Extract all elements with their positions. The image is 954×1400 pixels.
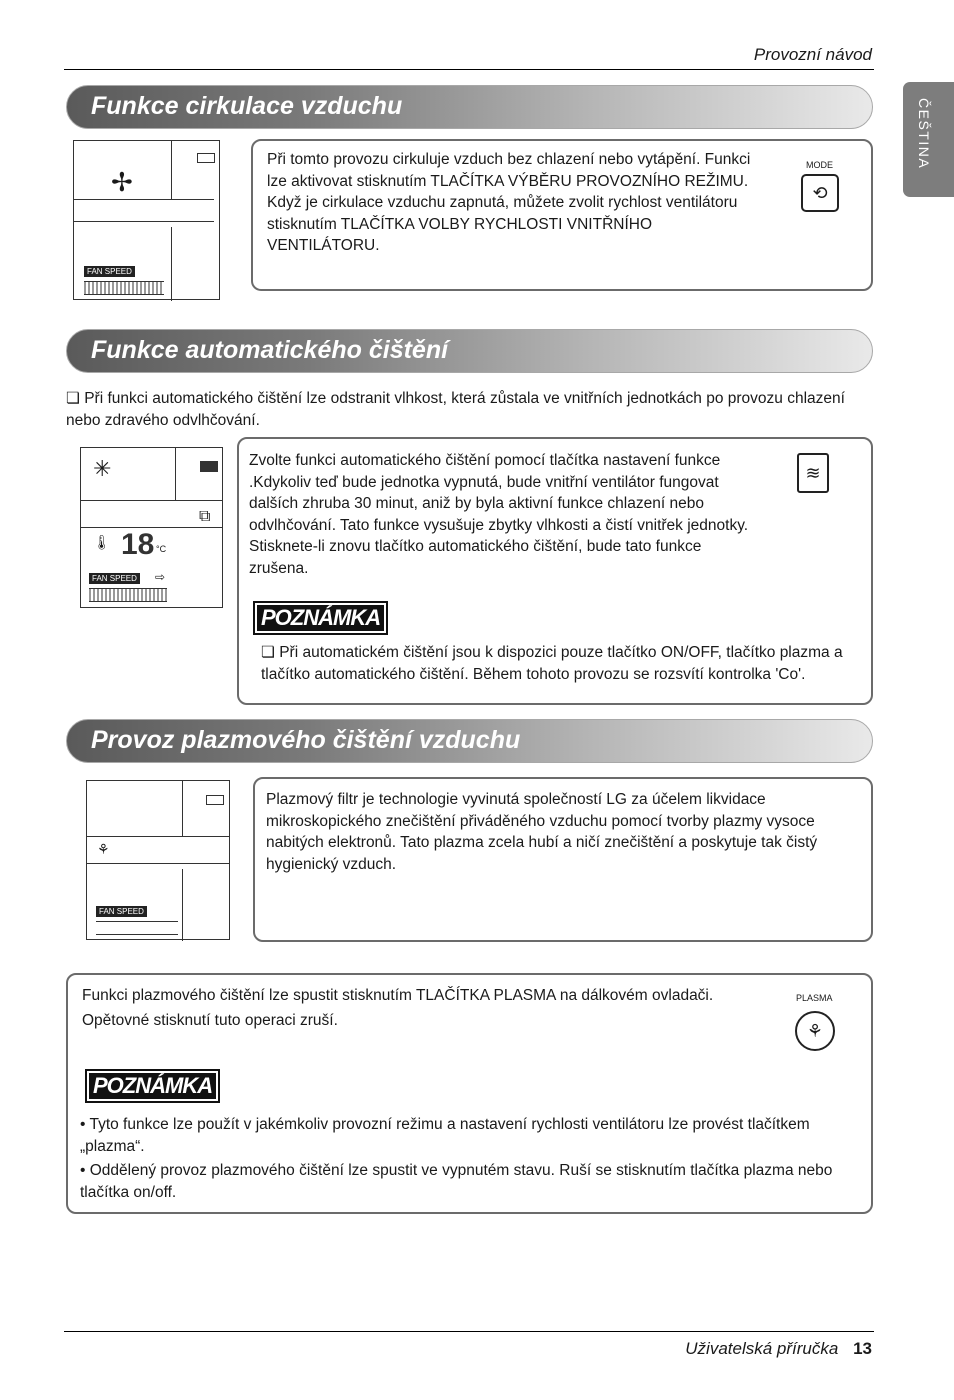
plasma-usage-line1: Funkci plazmového čištění lze spustit stisknutím TLAČÍTKA PLASMA na dálkovém ovladači.	[82, 987, 714, 1004]
circulation-text: Při tomto provozu cirkuluje vzduch bez chlazení nebo vytápění. Funkci lze aktivovat stisknutím TLAČÍTKA VÝBĚRU PROVOZNÍHO REŽIMU. Když je cirkulace vzduchu zapnutá, můžete zvolit rychlost ventilátoru stisknutím TLAČÍTKA VOLBY RYCHLOSTI VNITŘNÍHO VENTILÁTORU.	[267, 151, 751, 254]
lcd-temperature: 18	[121, 528, 155, 561]
battery-icon	[200, 461, 218, 472]
lcd-display-auto-clean	[80, 447, 223, 608]
plasma-text: Plazmový filtr je technologie vyvinutá společností LG za účelem likvidace mikroskopického znečištění přiváděného vzduchu pomocí tvorby plazmy vysoce nabitých elektronů. Tato plazma zcela hubí a ničí znečištění a poskytuje tak čistý hygienický vzduch.	[266, 791, 818, 873]
lcd-display-circulation	[73, 140, 220, 300]
header-title: Provozní návod	[753, 45, 872, 64]
note-bullet-1: • Tyto funkce lze použít v jakémkoliv provozní režimu a nastavení rychlosti ventilátoru lze provést tlačítkem „plazma“.	[80, 1116, 810, 1155]
note-label: POZNÁMKA	[85, 1069, 220, 1103]
lcd-unit: °C	[156, 544, 167, 554]
page-number: 13	[853, 1339, 872, 1358]
section-heading-air-circulation: Funkce cirkulace vzduchu	[66, 85, 873, 129]
auto-clean-icon: ⧉	[199, 508, 211, 525]
mode-button-icon: ⟲	[801, 174, 839, 212]
plasma-usage-line2: Opětovné stisknutí tuto operaci zruší.	[82, 1012, 338, 1029]
fan-speed-bar	[84, 281, 164, 295]
language-tab	[903, 82, 954, 197]
header-rule	[64, 69, 874, 70]
plasma-icon: ⚘	[97, 841, 110, 857]
auto-clean-text: Zvolte funkci automatického čištění pomocí tlačítka nastavení funkce .Kdykoliv teď bude jednotka vypnutá, bude vnitřní ventilátor fungovat dalších zhruba 30 minut, aniž by byla aktivní funkce chlazení nebo odvlhčování. Tato funkce vysušuje zbytky vlhkosti a čistí vnitřek jednotky. Stisknete-li znovu tlačítko automatického čištění, bude tato funkce zrušena.	[249, 452, 749, 577]
fan-speed-badge: FAN SPEED	[84, 266, 135, 277]
thermometer-icon: 🌡	[93, 534, 111, 550]
swing-icon: ⇨	[155, 570, 166, 584]
note-bullet-2: • Oddělený provoz plazmového čištění lze spustit ve vypnutém stavu. Ruší se stisknutím tlačítka plazma nebo tlačítka on/off.	[80, 1162, 833, 1201]
plasma-button-icon: ⚘	[795, 1011, 835, 1051]
language-tab-label: ČEŠTINA	[916, 98, 932, 170]
fan-speed-bar	[89, 588, 167, 602]
circulation-description-box	[251, 139, 873, 291]
battery-icon	[197, 153, 215, 163]
section-heading-plasma: Provoz plazmového čištění vzduchu	[66, 719, 873, 763]
plasma-button-label: PLASMA	[796, 993, 833, 1003]
note-label: POZNÁMKA	[253, 601, 388, 635]
footer-rule	[64, 1331, 874, 1332]
cooling-icon: ✳	[93, 456, 112, 481]
section-heading-auto-clean: Funkce automatického čištění	[66, 329, 873, 373]
fan-speed-bar	[96, 921, 178, 935]
auto-clean-description-box	[237, 437, 873, 705]
fan-icon: ✢	[111, 167, 133, 197]
footer	[685, 1339, 872, 1359]
fan-speed-badge: FAN SPEED	[89, 573, 140, 584]
mode-button-label: MODE	[806, 160, 833, 170]
auto-clean-note: ❏ Při automatickém čištění jsou k dispozici pouze tlačítko ON/OFF, tlačítko plazma a tlačítko automatického čištění. Během tohoto provozu se rozsvítí kontrolka 'Co'.	[261, 644, 843, 683]
lcd-display-plasma	[86, 780, 230, 940]
footer-text: Uživatelská příručka	[685, 1339, 839, 1358]
fan-speed-badge: FAN SPEED	[96, 906, 147, 917]
plasma-usage-box	[66, 973, 873, 1214]
battery-icon	[206, 795, 224, 805]
auto-clean-intro: ❏ Při funkci automatického čištění lze odstranit vlhkost, která zůstala ve vnitřních jednotkách po provozu chlazení nebo zdravého odvlhčování.	[66, 390, 845, 429]
auto-clean-button-icon: ≋	[797, 453, 829, 493]
plasma-description-box	[253, 777, 873, 942]
